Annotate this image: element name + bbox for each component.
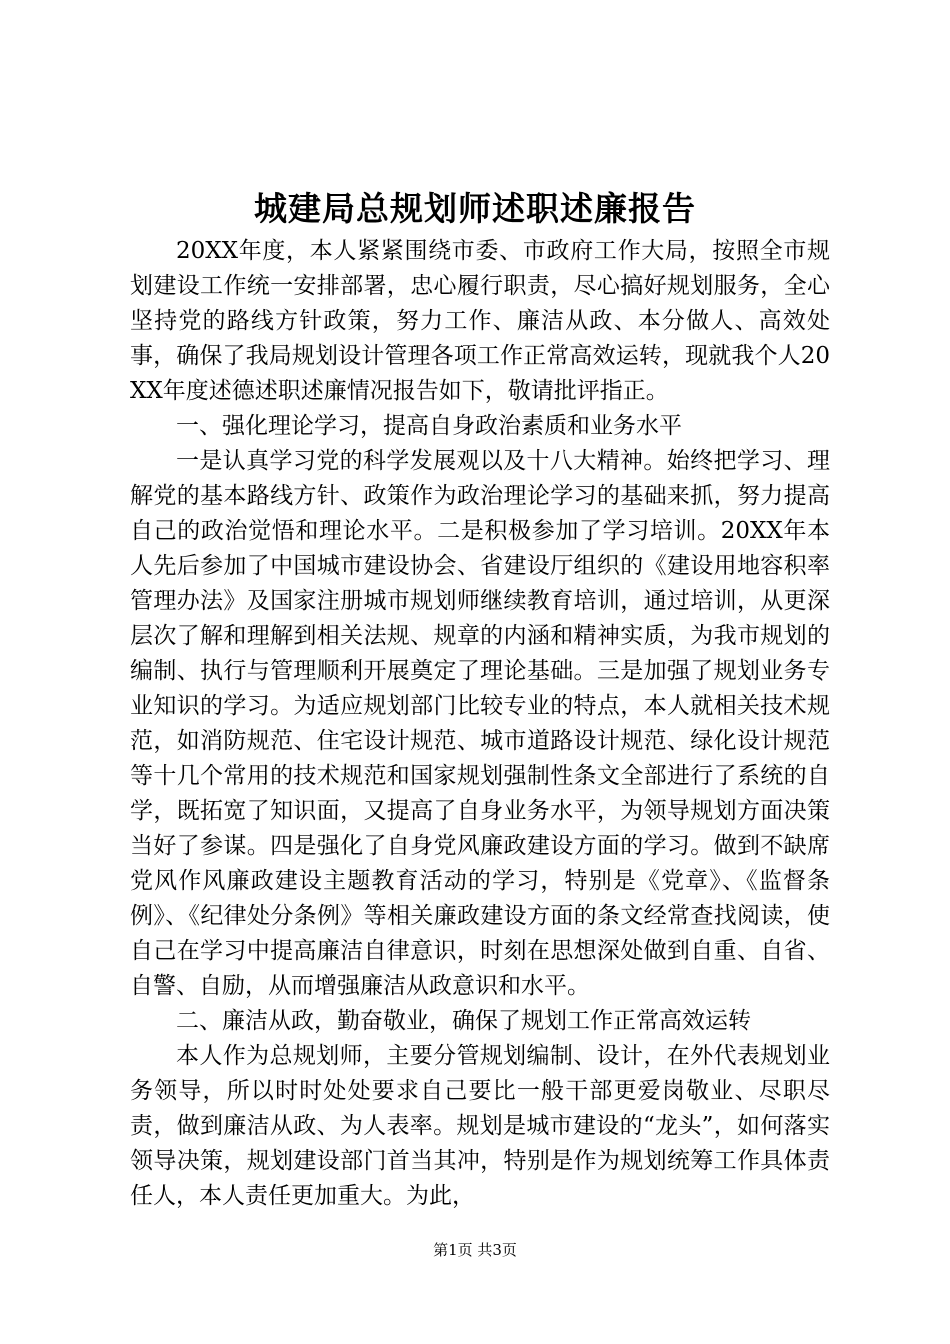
document-body	[130, 234, 830, 1214]
section-1-paragraph: 一是认真学习党的科学发展观以及十八大精神。始终把学习、理解党的基本路线方针、政策作为政治理论学习的基础来抓，努力提高自己的政治觉悟和理论水平。二是积极参加了学习培训。20XX年本人先后参加了中国城市建设协会、省建设厅组织的《建设用地容积率管理办法》及国家注册城市规划师继续教育培训，通过培训，从更深层次了解和理解到相关法规、规章的内涵和精神实质，为我市规划的编制、执行与管理顺利开展奠定了理论基础。三是加强了规划业务专业知识的学习。为适应规划部门比较专业的特点，本人就相关技术规范，如消防规范、住宅设计规范、城市道路设计规范、绿化设计规范等十几个常用的技术规范和国家规划强制性条文全部进行了系统的自学，既拓宽了知识面，又提高了自身业务水平，为领导规划方面决策当好了参谋。四是强化了自身党风廉政建设方面的学习。做到不缺席党风作风廉政建设主题教育活动的学习，特别是《党章》、《监督条例》、《纪律处分条例》等相关廉政建设方面的条文经常查找阅读，使自己在学习中提高廉洁自律意识，时刻在思想深处做到自重、自省、自警、自励，从而增强廉洁从政意识和水平。	[130, 448, 830, 999]
section-heading-2: 二、廉洁从政，勤奋敬业，确保了规划工作正常高效运转	[176, 1008, 751, 1034]
section-2-paragraph: 本人作为总规划师，主要分管规划编制、设计，在外代表规划业务领导，所以时时处处要求自己要比一般干部更爱岗敬业、尽职尽责，做到廉洁从政、为人表率。规划是城市建设的“龙头”，如何落实领导决策，规划建设部门首当其冲，特别是作为规划统筹工作具体责任人，本人责任更加重大。为此，	[130, 1043, 830, 1209]
section-heading-1: 一、强化理论学习，提高自身政治素质和业务水平	[176, 413, 682, 439]
intro-paragraph: 20XX年度，本人紧紧围绕市委、市政府工作大局，按照全市规划建设工作统一安排部署，忠心履行职责，尽心搞好规划服务，全心坚持党的路线方针政策，努力工作、廉洁从政、本分做人、高效处事，确保了我局规划设计管理各项工作正常高效运转，现就我个人20XX年度述德述职述廉情况报告如下，敬请批评指正。	[130, 238, 830, 404]
page-number-footer: 第1页 共3页	[433, 1241, 517, 1259]
document-title: 城建局总规划师述职述廉报告	[254, 189, 696, 228]
